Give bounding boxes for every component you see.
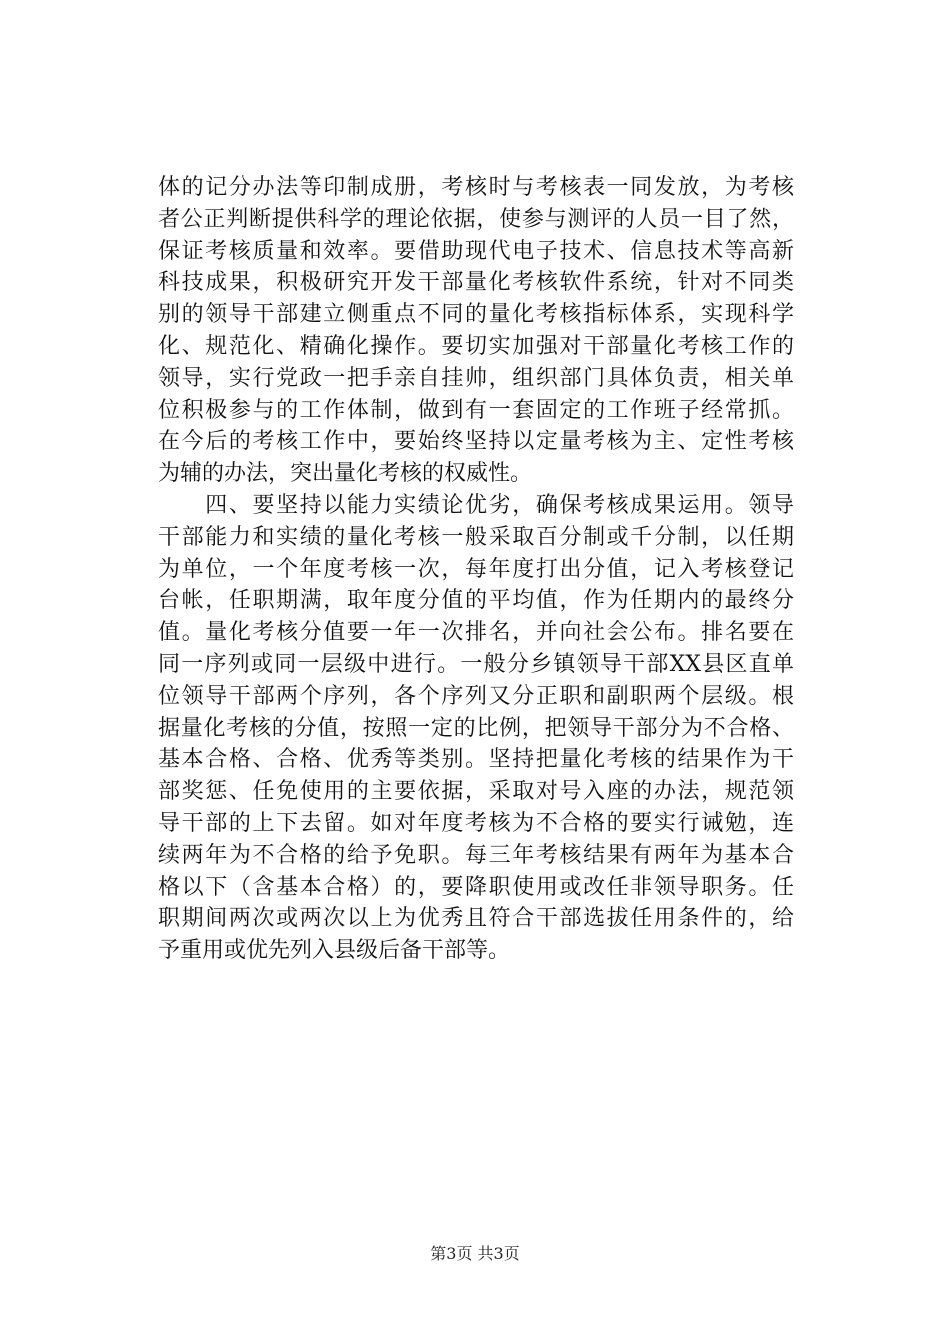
text-line: 位积极参与的工作体制，做到有一套固定的工作班子经常抓。 (158, 397, 794, 423)
text-line: 别的领导干部建立侧重点不同的量化考核指标体系，实现科学 (158, 302, 794, 328)
text-line: 位领导干部两个序列，各个序列又分正职和副职两个层级。根 (158, 683, 794, 709)
document-body (158, 172, 794, 967)
text-line: 续两年为不合格的给予免职。每三年考核结果有两年为基本合 (158, 842, 794, 868)
text-line: 保证考核质量和效率。要借助现代电子技术、信息技术等高新 (158, 238, 794, 264)
text-line: 格以下（含基本合格）的，要降职使用或改任非领导职务。任 (158, 874, 794, 900)
text-line: 四、要坚持以能力实绩论优劣，确保考核成果运用。领导 (158, 492, 794, 518)
text-line: 部奖惩、任免使用的主要依据，采取对号入座的办法，规范领 (158, 779, 794, 805)
page-footer: 第3页 共3页 (430, 1244, 520, 1263)
text-line: 领导，实行党政一把手亲自挂帅，组织部门具体负责，相关单 (158, 365, 794, 391)
text-line: 职期间两次或两次以上为优秀且符合干部选拔任用条件的，给 (158, 906, 794, 932)
text-line: 同一序列或同一层级中进行。一般分乡镇领导干部XX县区直单 (158, 651, 794, 677)
text-line: 台帐，任职期满，取年度分值的平均值，作为任期内的最终分 (158, 588, 794, 614)
text-line: 在今后的考核工作中，要始终坚持以定量考核为主、定性考核 (158, 429, 794, 455)
text-line: 科技成果，积极研究开发干部量化考核软件系统，针对不同类 (158, 270, 794, 296)
text-line: 予重用或优先列入县级后备干部等。 (158, 938, 511, 964)
text-line: 导干部的上下去留。如对年度考核为不合格的要实行诫勉，连 (158, 810, 794, 836)
text-line: 为辅的办法，突出量化考核的权威性。 (158, 461, 533, 487)
text-line: 值。量化考核分值要一年一次排名，并向社会公布。排名要在 (158, 620, 794, 646)
text-line: 干部能力和实绩的量化考核一般采取百分制或千分制，以任期 (158, 524, 794, 550)
text-line: 为单位，一个年度考核一次，每年度打出分值，记入考核登记 (158, 556, 794, 582)
text-line: 体的记分办法等印制成册，考核时与考核表一同发放，为考核 (158, 175, 794, 200)
text-line: 基本合格、合格、优秀等类别。坚持把量化考核的结果作为干 (158, 747, 794, 773)
text-line: 据量化考核的分值，按照一定的比例，把领导干部分为不合格、 (158, 715, 794, 741)
text-line: 化、规范化、精确化操作。要切实加强对干部量化考核工作的 (158, 333, 794, 359)
text-line: 者公正判断提供科学的理论依据，使参与测评的人员一目了然， (158, 206, 794, 232)
